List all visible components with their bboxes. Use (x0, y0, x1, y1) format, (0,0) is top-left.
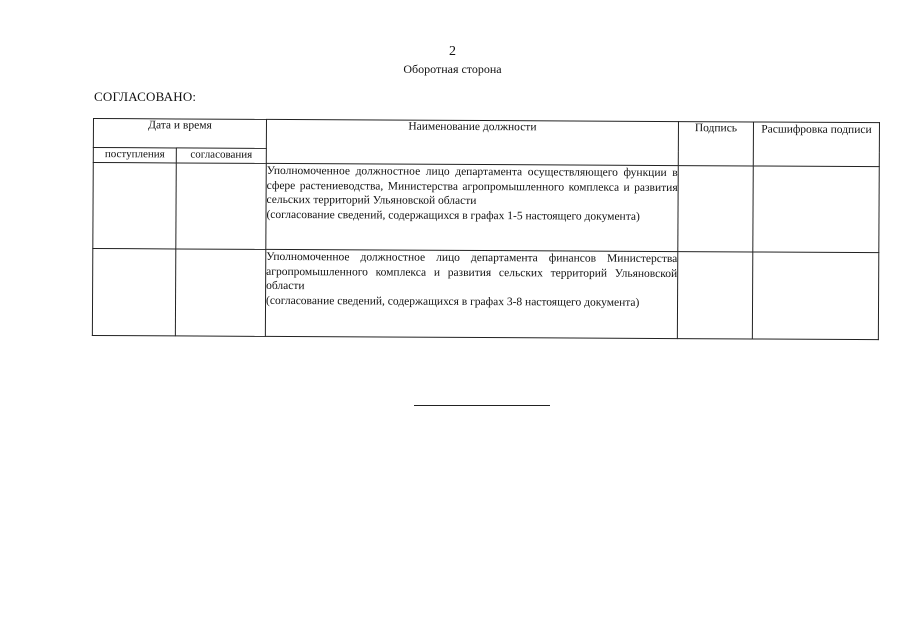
cell-received (93, 163, 176, 249)
cell-approved (176, 163, 266, 249)
position-note: (согласование сведений, содержащихся в графах 3-8 настоящего документа) (266, 294, 640, 309)
position-note: (согласование сведений, содержащихся в графах 1-5 настоящего документа) (266, 208, 640, 223)
position-text: Уполномоченное должностное лицо департамента осуществляющего функции в сфере растениеводства, Министерства агропромышленного комплекса и развития сельских территорий Ульяновской области (266, 164, 678, 208)
cell-received (92, 249, 175, 336)
header-datetime: Дата и время (93, 119, 266, 149)
cell-signature (678, 166, 753, 252)
page-side-label: Оборотная сторона (403, 62, 502, 76)
cell-position (265, 249, 677, 338)
cell-approved (175, 249, 265, 336)
table-row (92, 249, 878, 340)
cell-signature (677, 252, 752, 339)
header-signature-decoding: Расшифровка подписи (753, 122, 879, 167)
cell-position (266, 163, 678, 251)
cell-decoding (753, 166, 879, 253)
end-separator-line (414, 405, 550, 406)
table-row (93, 163, 879, 253)
header-signature: Подпись (678, 122, 753, 166)
header-position: Наименование должности (266, 119, 678, 165)
approval-table (92, 118, 880, 340)
header-approved: согласования (176, 148, 266, 163)
cell-decoding (752, 252, 878, 340)
table-header-row (93, 119, 879, 152)
position-text: Уполномоченное должностное лицо департамента финансов Министерства агропромышленного комплекса и развития сельских территорий Ульяновской области (266, 250, 678, 293)
approved-label: СОГЛАСОВАНО: (94, 89, 197, 104)
header-received: поступления (93, 148, 176, 163)
page-number: 2 (449, 44, 456, 59)
